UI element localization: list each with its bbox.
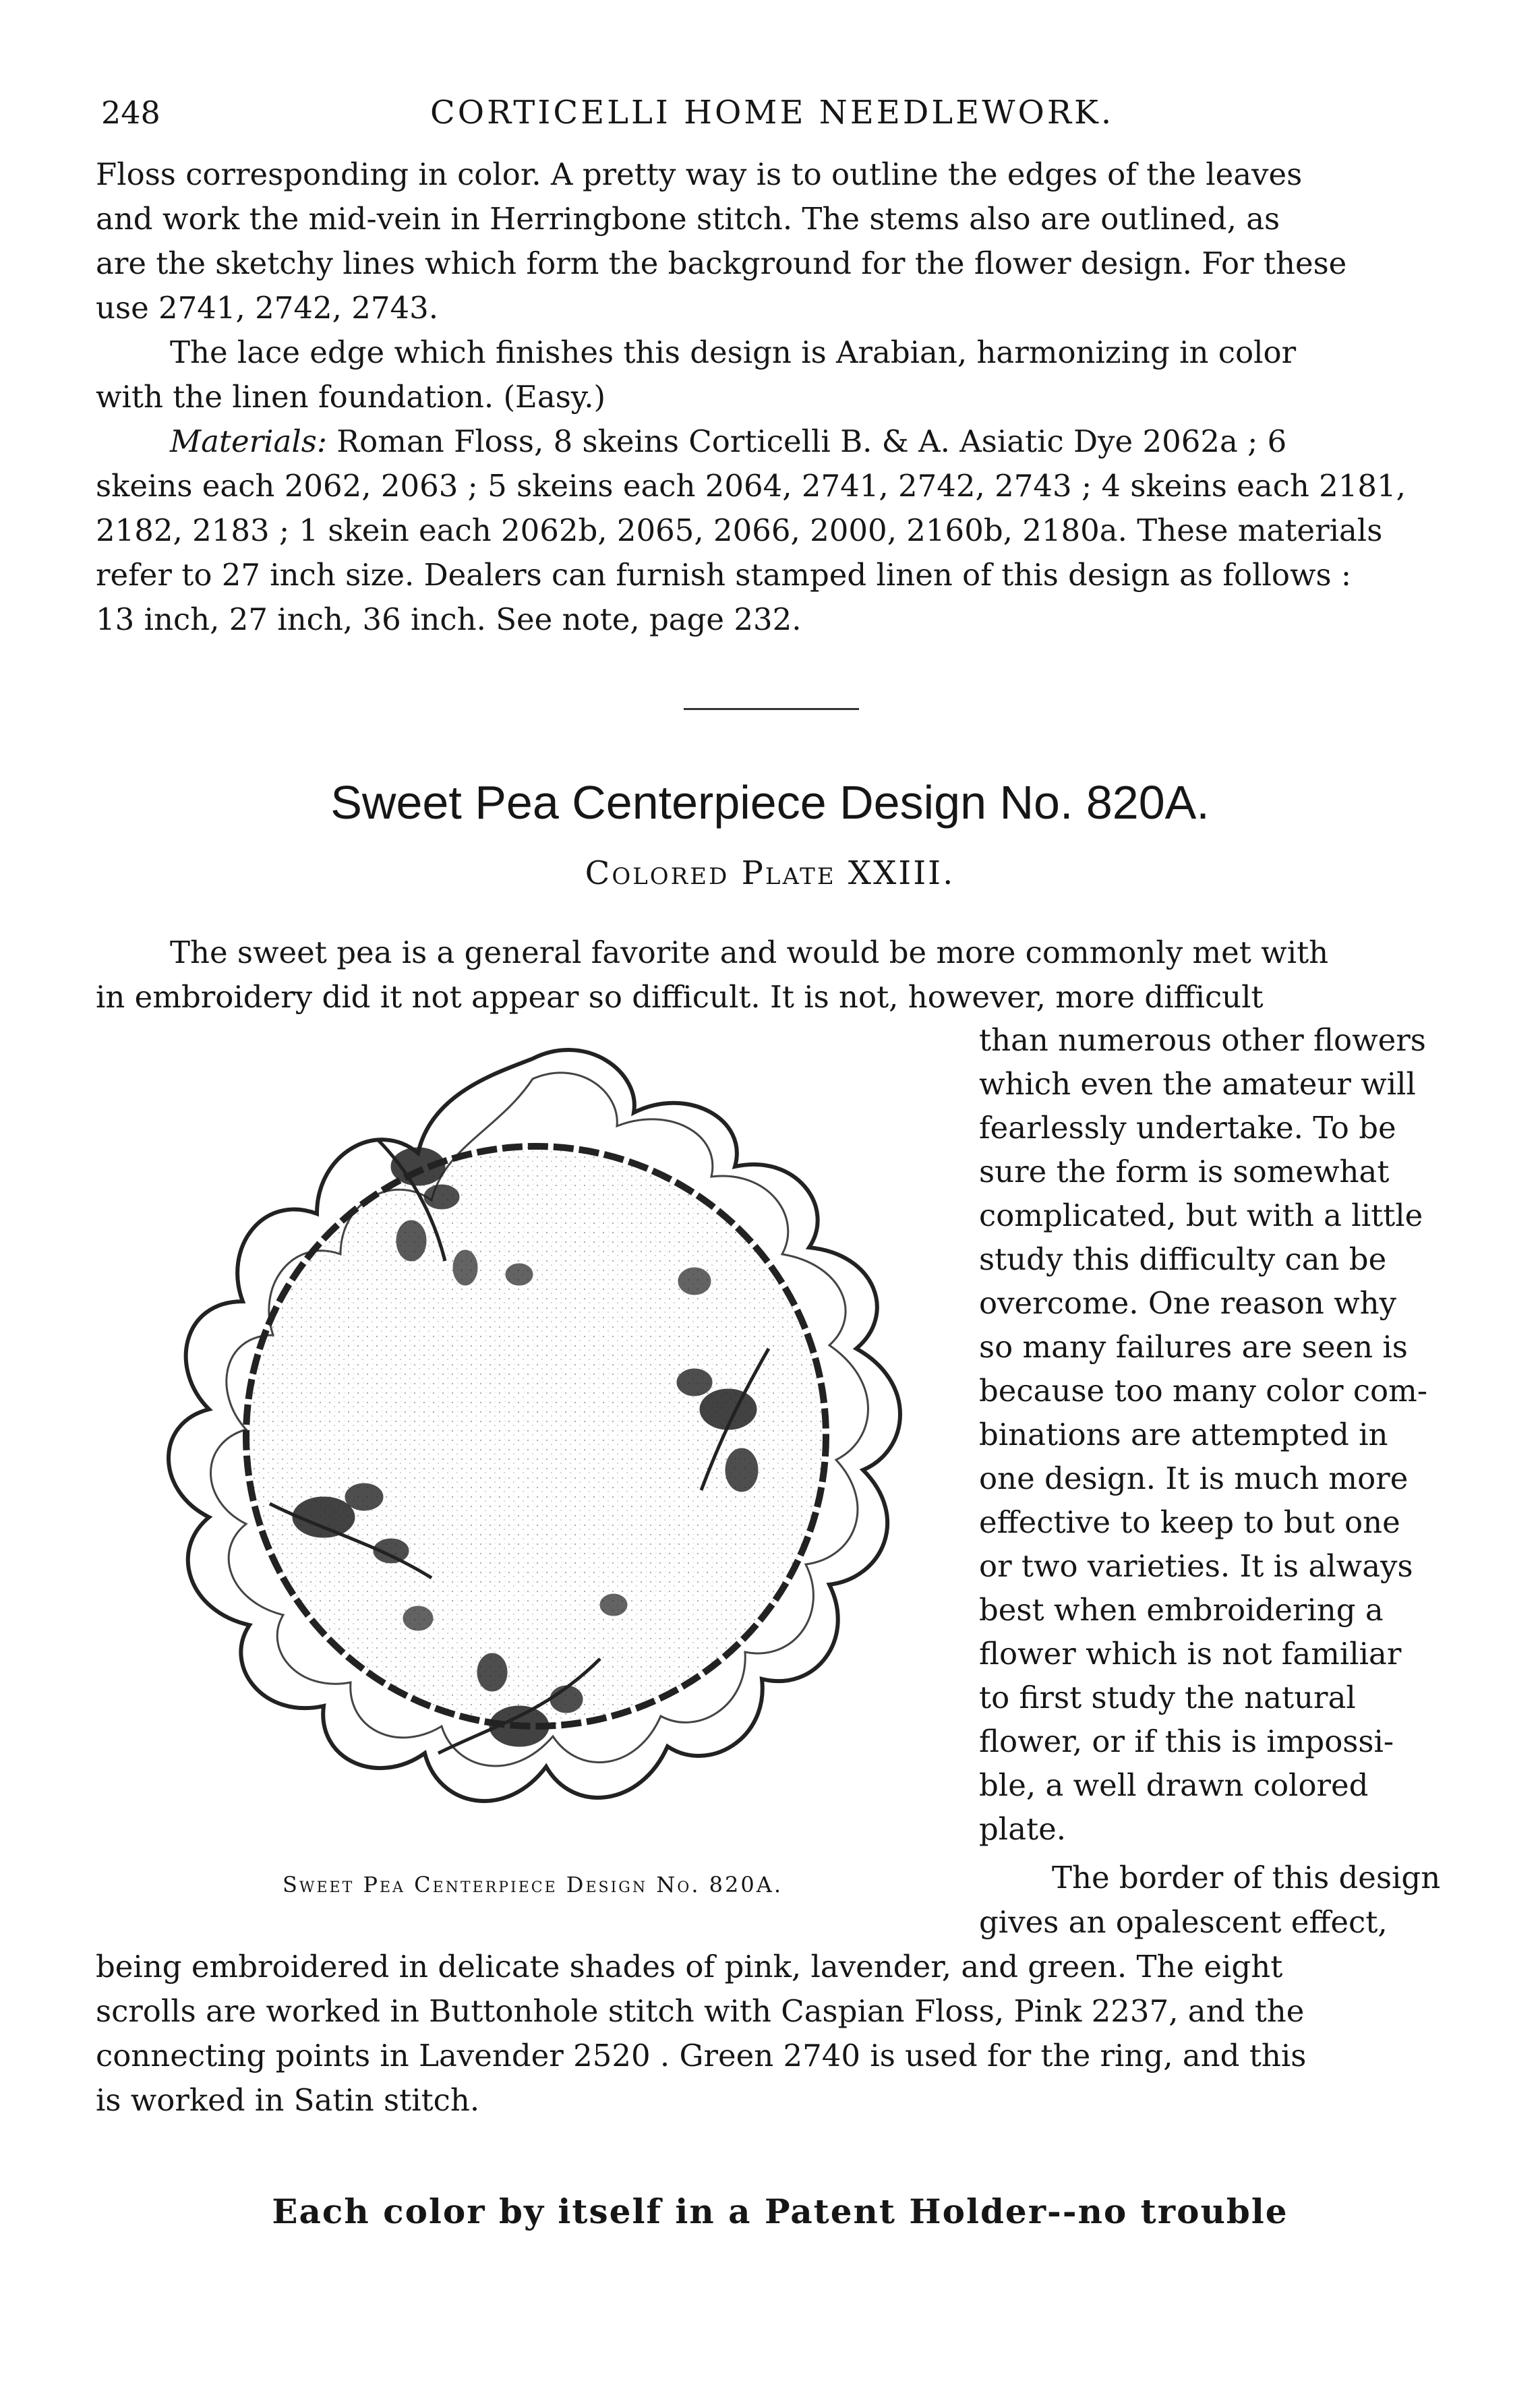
text-line: study this difficulty can be (979, 1241, 1387, 1277)
section-divider (684, 708, 859, 710)
materials-line (96, 419, 1464, 464)
text-line: refer to 27 inch size. Dealers can furnish stamped linen of this design as follows : (96, 557, 1352, 593)
text-line: which even the amateur will (979, 1066, 1416, 1102)
text-line: Floss corresponding in color. A pretty way is to outline the edges of the leaves (96, 156, 1303, 192)
text-line: complicated, but with a little (979, 1198, 1423, 1233)
text-line: one design. It is much more (979, 1461, 1409, 1496)
text-line: sure the form is somewhat (979, 1154, 1390, 1189)
text-line: ble, a well drawn colored (979, 1767, 1369, 1803)
text-line: use 2741, 2742, 2743. (96, 290, 439, 326)
figure-caption: Sweet Pea Centerpiece Design No. 820A. (282, 1872, 783, 1897)
text-line: scrolls are worked in Buttonhole stitch with Caspian Floss, Pink 2237, and the (96, 1993, 1305, 2029)
sweet-pea-centerpiece-icon (101, 1032, 964, 1854)
text-line: overcome. One reason why (979, 1285, 1397, 1321)
text-line: flower, or if this is impossi- (979, 1724, 1394, 1759)
running-title: CORTICELLI HOME NEEDLEWORK. (430, 94, 1115, 131)
page-number: 248 (101, 94, 160, 131)
materials-section (96, 152, 1464, 642)
text-line: being embroidered in delicate shades of pink, lavender, and green. The eight (96, 1949, 1283, 1984)
text-line: 13 inch, 27 inch, 36 inch. See note, page 232. (96, 601, 802, 637)
text-line: skeins each 2062, 2063 ; 5 skeins each 2064, 2741, 2742, 2743 ; 4 skeins each 2181, (96, 468, 1406, 504)
text-line: best when embroidering a (979, 1592, 1384, 1628)
text-line: than numerous other flowers (979, 1022, 1426, 1058)
text-line: is worked in Satin stitch. (96, 2082, 480, 2118)
text-line: are the sketchy lines which form the background for the flower design. For these (96, 245, 1347, 281)
text-line: to first study the natural (979, 1680, 1356, 1715)
text-line: flower which is not familiar (979, 1636, 1402, 1672)
materials-text: Roman Floss, 8 skeins Corticelli B. & A. Asiatic Dye 2062a ; 6 (327, 423, 1287, 459)
text-line: gives an opalescent effect, (979, 1904, 1388, 1940)
border-paragraph (96, 1856, 1464, 2123)
text-line: fearlessly undertake. To be (979, 1110, 1396, 1146)
text-line: effective to keep to but one (979, 1504, 1400, 1540)
materials-label: Materials: (170, 423, 327, 459)
text-line: or two varieties. It is always (979, 1548, 1413, 1584)
running-head (101, 89, 1416, 136)
text-line: connecting points in Lavender 2520 . Green 2740 is used for the ring, and this (96, 2038, 1307, 2073)
text-line: and work the mid-vein in Herringbone stitch. The stems also are outlined, as (96, 201, 1280, 237)
text-line: because too many color com- (979, 1373, 1428, 1409)
centerpiece-figure (101, 1032, 964, 1854)
intro-paragraph (96, 931, 1464, 1020)
design-title: Sweet Pea Centerpiece Design No. 820A. (330, 776, 1210, 829)
side-column-text (979, 1018, 1464, 1851)
text-line: plate. (979, 1811, 1067, 1847)
plate-reference: Colored Plate XXIII. (585, 854, 955, 892)
footer-advertisement: Each color by itself in a Patent Holder--no trouble (272, 2191, 1289, 2231)
text-line: The sweet pea is a general favorite and would be more commonly met with (170, 935, 1329, 970)
text-line: The lace edge which finishes this design is Arabian, harmonizing in color (170, 334, 1297, 370)
text-line: with the linen foundation. (Easy.) (96, 379, 606, 415)
text-line: in embroidery did it not appear so difficult. It is not, however, more difficult (96, 979, 1264, 1015)
text-line: 2182, 2183 ; 1 skein each 2062b, 2065, 2066, 2000, 2160b, 2180a. These materials (96, 512, 1383, 548)
text-line: so many failures are seen is (979, 1329, 1408, 1365)
text-line: The border of this design (1052, 1860, 1441, 1895)
text-line: binations are attempted in (979, 1417, 1388, 1452)
